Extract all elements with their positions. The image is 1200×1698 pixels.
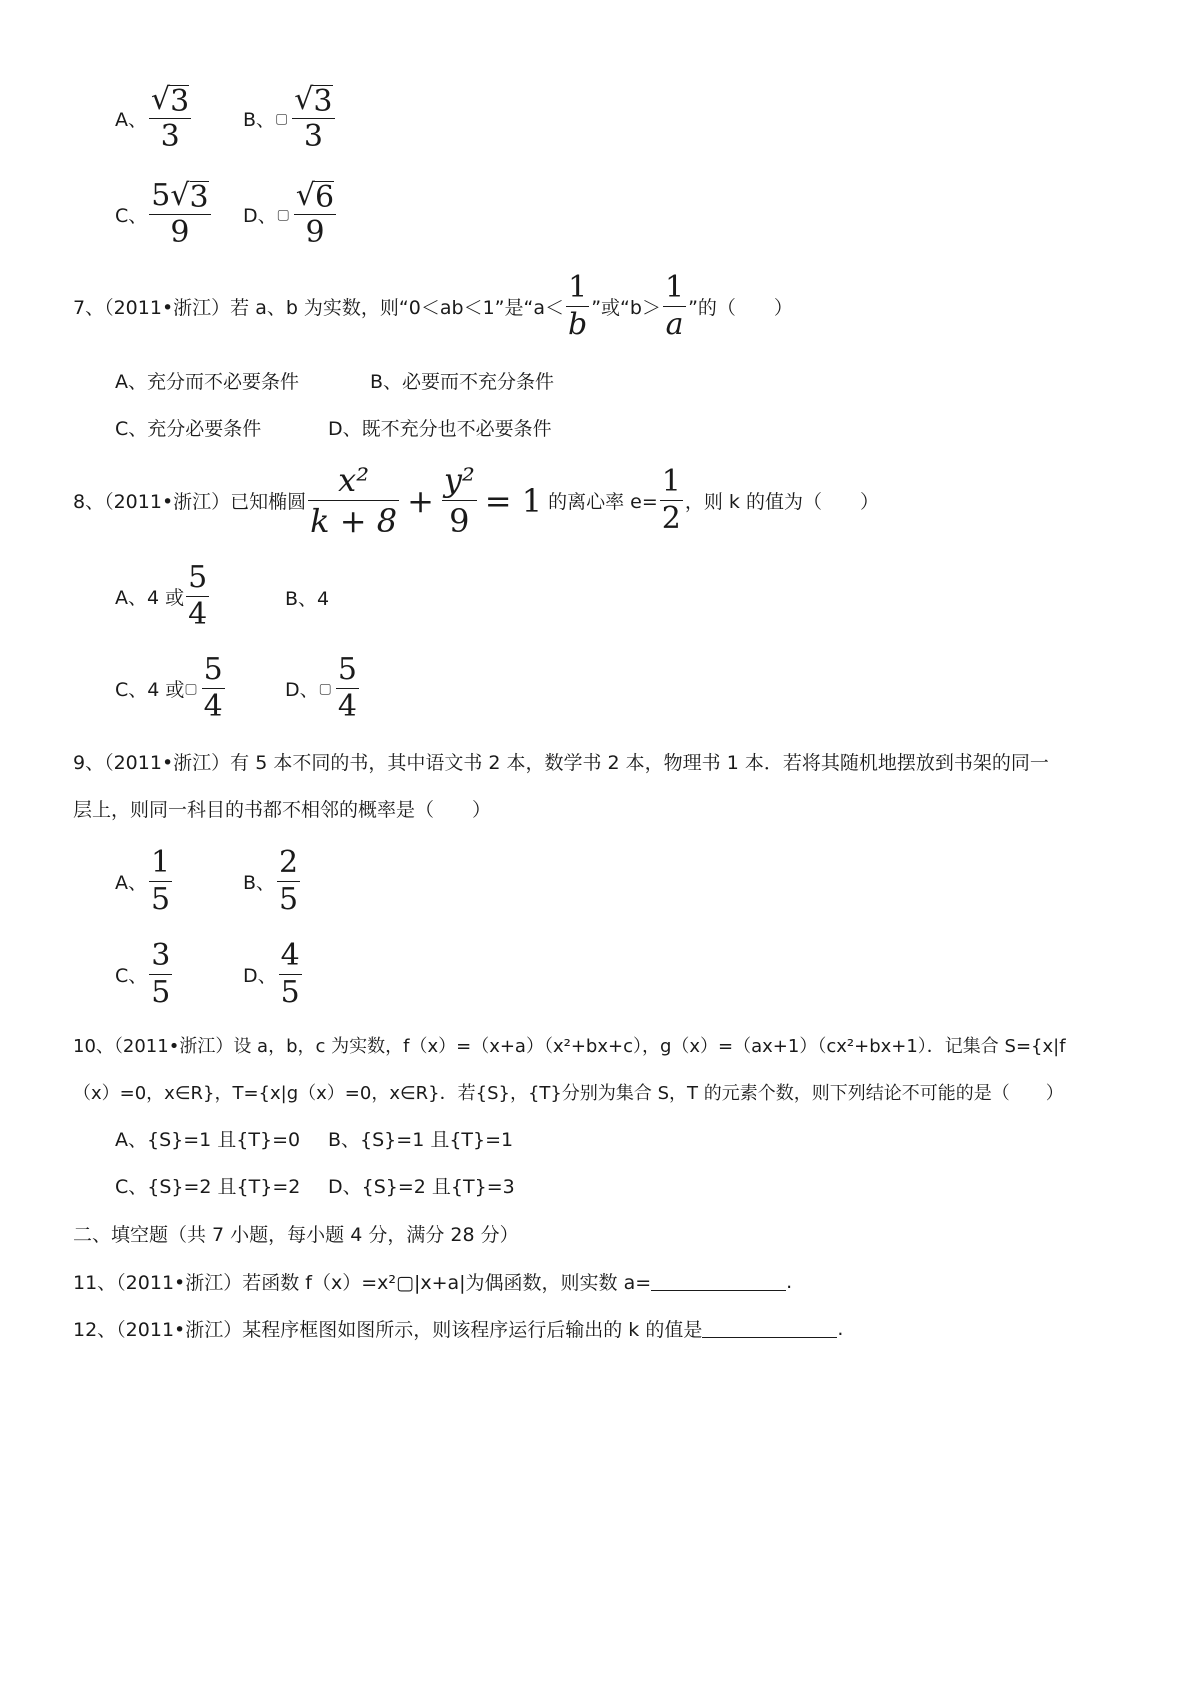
fraction: $\frac{4}{5}$ bbox=[280, 938, 300, 1010]
fraction: $\frac{5}{4}$ bbox=[337, 652, 357, 724]
fraction: $\frac{1}{b}$ bbox=[568, 270, 588, 342]
missing-glyph-icon: ▢ bbox=[275, 110, 289, 127]
question-10-line-1: 10、（2011•浙江）设 a，b，c 为实数，f（x）=（x+a）（x²+bx+c），g（x）=（ax+1）（cx²+bx+1）．记集合 S={x|f bbox=[73, 1036, 1066, 1057]
q8-option-a[interactable]: A、4 或 $\frac{5}{4}$ bbox=[115, 560, 208, 632]
question-9-line-1: 9、（2011•浙江）有 5 本不同的书，其中语文书 2 本，数学书 2 本，物理书 1 本．若将其随机地摆放到书架的同一 bbox=[73, 752, 1049, 774]
q10-option-d[interactable]: D、{S}=2 且{T}=3 bbox=[328, 1176, 515, 1198]
q6-option-c[interactable] bbox=[115, 178, 213, 251]
question-7: 7、（2011•浙江）若 a、b 为实数，则“0＜ab＜1”是“a＜ $\frac{1}{b}$ ”或“b＞ $\frac{1}{a}$ ”的（ ） bbox=[73, 270, 793, 342]
q10-option-a[interactable]: A、{S}=1 且{T}=0 bbox=[115, 1129, 301, 1151]
missing-glyph-icon: ▢ bbox=[318, 680, 332, 697]
fraction: $\frac{5}{4}$ bbox=[203, 652, 223, 724]
q7-option-d[interactable]: D、既不充分也不必要条件 bbox=[328, 418, 552, 440]
fraction: 5 √ 3 9 bbox=[151, 178, 209, 250]
option-label: A、 bbox=[115, 109, 147, 131]
q10-option-c[interactable]: C、{S}=2 且{T}=2 bbox=[115, 1176, 301, 1198]
q8-option-c[interactable]: C、4 或 ▢ $\frac{5}{4}$ bbox=[115, 652, 223, 724]
option-label: C、 bbox=[115, 205, 148, 227]
question-8: 8、（2011•浙江）已知椭圆 $\frac{\text{x²}}{k + 8}$ + $\frac{\text{y²}}{9}$ = 1 的离心率 e= $\frac{1}{2}$ ，则 k 的值为（ ） bbox=[73, 461, 879, 540]
q9-option-c[interactable]: C、 $\frac{3}{5}$ bbox=[115, 938, 171, 1010]
q9-option-a[interactable]: A、 $\frac{1}{5}$ bbox=[115, 845, 171, 917]
section-heading: 二、填空题（共 7 小题，每小题 4 分，满分 28 分） bbox=[73, 1224, 519, 1246]
question-9-line-2: 层上，则同一科目的书都不相邻的概率是（ ） bbox=[73, 799, 492, 821]
fraction: √ 6 9 bbox=[295, 178, 335, 250]
answer-blank[interactable] bbox=[651, 1272, 786, 1291]
q8-option-d[interactable]: D、 ▢ $\frac{5}{4}$ bbox=[285, 652, 357, 724]
fraction: √ 3 3 bbox=[294, 82, 333, 154]
q8-option-b[interactable]: B、4 bbox=[285, 588, 330, 610]
option-label: D、 bbox=[243, 205, 277, 227]
fraction: $\frac{1}{5}$ bbox=[151, 845, 171, 917]
fraction: $\frac{1}{2}$ bbox=[661, 464, 681, 536]
fraction: $\frac{2}{5}$ bbox=[279, 845, 299, 917]
q9-option-d[interactable]: D、 $\frac{4}{5}$ bbox=[243, 938, 300, 1010]
q6-option-a[interactable] bbox=[115, 82, 193, 155]
q7-option-c[interactable]: C、充分必要条件 bbox=[115, 418, 262, 440]
answer-blank[interactable] bbox=[702, 1319, 837, 1338]
question-10-line-2: （x）=0，x∈R}，T={x|g（x）=0，x∈R}．若{S}，{T}分别为集合 S，T 的元素个数，则下列结论不可能的是（ ） bbox=[73, 1083, 1064, 1104]
fraction: $\frac{5}{4}$ bbox=[188, 560, 208, 632]
q7-option-a[interactable]: A、充分而不必要条件 bbox=[115, 371, 299, 393]
question-11: 11、（2011•浙江）若函数 f（x）=x²▢|x+a|为偶函数，则实数 a= . bbox=[73, 1270, 793, 1294]
q6-option-d[interactable] bbox=[243, 178, 338, 251]
q9-option-b[interactable]: B、 $\frac{2}{5}$ bbox=[243, 845, 299, 917]
question-12: 12、（2011•浙江）某程序框图如图所示，则该程序运行后输出的 k 的值是 . bbox=[73, 1317, 844, 1341]
fraction: $\frac{\text{x²}}{k + 8}$ bbox=[310, 461, 398, 540]
q10-option-b[interactable]: B、{S}=1 且{T}=1 bbox=[328, 1129, 514, 1151]
fraction: $\frac{1}{a}$ bbox=[664, 270, 685, 342]
fraction: √ 3 3 bbox=[151, 82, 190, 154]
fraction: $\frac{3}{5}$ bbox=[151, 938, 171, 1010]
missing-glyph-icon: ▢ bbox=[276, 206, 290, 223]
missing-glyph-icon: ▢ bbox=[184, 680, 198, 697]
option-label: B、 bbox=[243, 109, 276, 131]
fraction: $\frac{\text{y²}}{9}$ bbox=[443, 461, 475, 540]
q7-option-b[interactable]: B、必要而不充分条件 bbox=[370, 371, 555, 393]
q6-option-b[interactable] bbox=[243, 82, 337, 155]
